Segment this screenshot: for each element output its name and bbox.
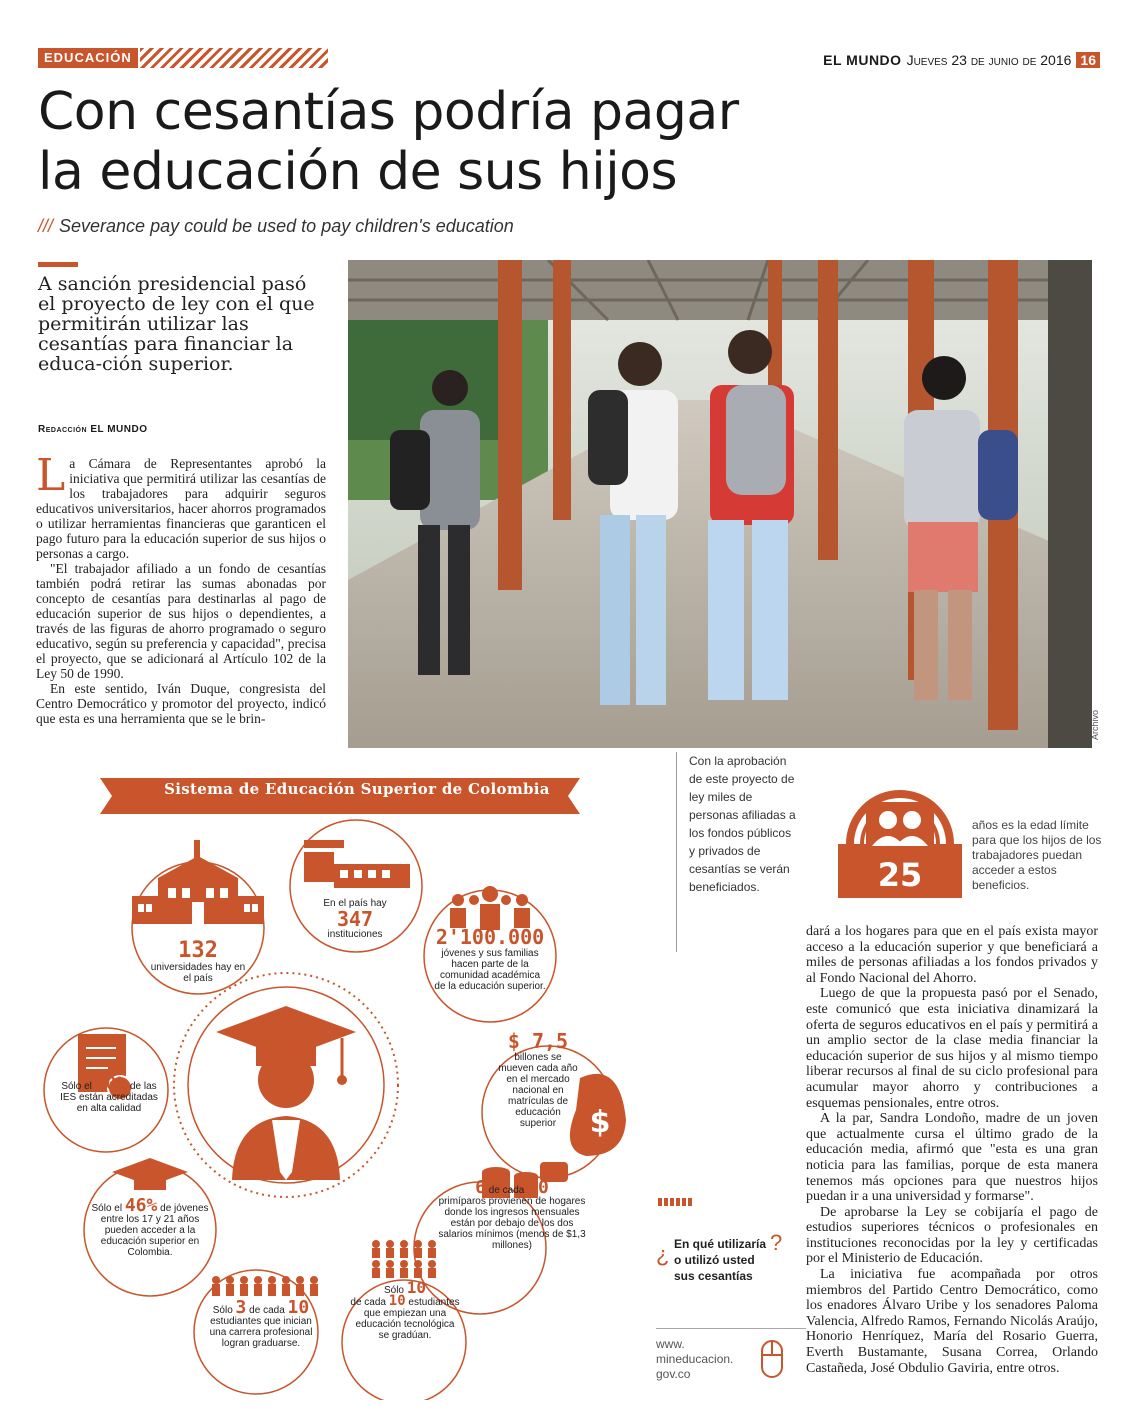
stat-graduation-text: estudiantes que inician una carrera profesional logran graduarse.: [209, 1316, 313, 1349]
question-open-mark: ¿: [656, 1242, 670, 1267]
section-tag: [38, 48, 328, 68]
stat-tech-number-a: 10: [406, 1278, 427, 1297]
infographic: [20, 760, 660, 1400]
body-paragraph: La iniciativa fue acompañada por otros miembros del Partido Centro Democrático, como los enadores Álvaro Uribe y los senadores Paloma Valencia, Alfredo Ramos, Fernando Nicolás Araújo, Honorio Henríquez, María del Rosario Guerra, Everth Bustamante, Susana Correa, Orlando Castañeda, José Obdulio Gaviria, entre otros.: [806, 1267, 1098, 1376]
age-limit-text: años es la edad límite para que los hijos de los trabajadores puedan acceder a estos beneficios.: [972, 818, 1102, 892]
stat-institutions-number: 347: [336, 907, 374, 931]
stat-tech-number-b: 10: [388, 1293, 406, 1309]
masthead: [823, 52, 1100, 68]
question-box: [650, 1190, 800, 1310]
byline: Redacción EL MUNDO: [38, 424, 148, 435]
stat-market-text: billones se mueven cada año en el mercado nacional en matrículas de educación superior: [498, 1052, 578, 1129]
body-paragraph: La Cámara de Representantes aprobó la iniciativa que permitirá utilizar las cesantías de los trabajadores para adquirir seguros educativos universitarios, hacer ahorros programados o utilizar herramientas financieras que garanticen el pago futuro para la educación superior de sus hijos o personas a cargo.: [36, 456, 326, 561]
body-paragraph: De aprobarse la Ley se cobijaría el pago de estudios superiores técnicos o profesionales en instituciones reconocidas por la ley y certificadas por el Ministerio de Educación.: [806, 1204, 1098, 1267]
headline-line-1: Con cesantías podría pagar: [38, 82, 739, 142]
age-number: 25: [877, 856, 923, 894]
drop-cap: L: [36, 456, 66, 501]
body-paragraph: A la par, Sandra Londoño, madre de un joven que actualmente cursa el último grado de la educación media, afirmó que "esta es una gran noticia para las familias, porque de esta manera tenemos más opciones para que nuestros hijos puedan ir a una universidad y formarse".: [806, 1111, 1098, 1205]
infographic-title: Sistema de Educación Superior de Colombia: [164, 780, 550, 798]
stat-quality-post: de las: [129, 1081, 157, 1092]
stat-tech-pre: Sólo: [383, 1285, 404, 1296]
headline: [38, 82, 838, 202]
stat-access-number: 46%: [124, 1195, 158, 1216]
stat-low-income-text: primíparos provienen de hogares donde los ingresos mensuales están por debajo de los dos salarios mínimos (menos de $1,3 millones): [438, 1196, 586, 1251]
stat-graduation: [206, 1297, 316, 1349]
stat-graduation-number-a: 3: [235, 1297, 247, 1318]
body-paragraph: "El trabajador afiliado a un fondo de cesantías también podrá retirar las sumas abonadas por concepto de cesantías para destinarlas al pago de educación superior de sus hijos o dependientes, a través de las figuras de ahorro programado o seguro educativo, según su preferencia y capacidad", precisa el proyecto, que se adicionará al Artículo 102 de la Ley 50 de 1990.: [36, 561, 326, 681]
body-paragraph: Luego de que la propuesta pasó por el Senado, este comunicó que esta iniciativa dinamizará la oferta de seguros educativos en el país y permitirá a un amplio sector de la clase media financiar la educación superior de sus hijos y al mismo tiempo liberar recursos al final de su ciclo profesional para acumular mayor ahorro y contribuciones a esquemas pensionales, entre otros.: [806, 986, 1098, 1111]
students-hallway-illustration: [348, 260, 1092, 748]
stat-institutions: [310, 898, 400, 940]
stat-access-pre: Sólo el: [91, 1203, 123, 1214]
stat-quality-text: IES están acreditadas en alta calidad: [60, 1092, 158, 1114]
stat-quality-number: 10%: [94, 1073, 128, 1094]
lead-paragraph: A sanción presidencial pasó el proyecto de ley con el que permitirán utilizar las cesantías para financiar la educa-ción superior.: [38, 273, 315, 375]
question-text: En qué utilizaría o utilizó usted sus cesantías: [674, 1237, 767, 1283]
stat-tech-text: que empiezan una educación tecnológica se gradúan.: [355, 1308, 455, 1341]
stat-graduation-mid: de cada: [249, 1305, 285, 1316]
stat-institutions-pre: En el país hay: [323, 898, 387, 909]
svg-text:$: $: [589, 1105, 611, 1140]
stat-students: [434, 926, 546, 992]
stat-universities-text: universidades hay en el país: [150, 962, 246, 984]
lead-accent-bar: [38, 262, 78, 267]
stat-institutions-text: instituciones: [327, 929, 383, 940]
website-line-2: mineducacion.: [656, 1352, 734, 1366]
website-line-1: www.: [656, 1337, 685, 1351]
stat-universities: [148, 940, 248, 984]
stat-market: [498, 1030, 578, 1129]
body-paragraph: dará a los hogares para que en el país exista mayor acceso a la educación superior y que beneficiará a miles de personas afiliadas a los fondos privados y al Fondo Nacional del Ahorro.: [806, 924, 1098, 986]
stat-market-number: $ 7,5: [507, 1029, 569, 1053]
stat-low-income-mid: de cada: [488, 1185, 525, 1196]
website-line-3: gov.co: [656, 1367, 691, 1381]
stat-quality-pre: Sólo el: [61, 1081, 92, 1092]
issue-date: Jueves 23 de junio de 2016: [906, 52, 1072, 68]
stat-students-text: jóvenes y sus familias hacen parte de la comunidad académica de la educación superior.: [434, 948, 546, 992]
subhead-slashes: ///: [38, 216, 54, 236]
stat-tech-post: estudiantes: [408, 1297, 460, 1308]
stat-graduation-number-b: 10: [287, 1297, 310, 1318]
website-reference: [656, 1328, 806, 1398]
stat-low-income: [432, 1177, 592, 1251]
section-stripes: [140, 48, 328, 68]
stat-low-income-number-b: 10: [527, 1177, 549, 1198]
section-label: EDUCACIÓN: [38, 48, 138, 68]
stat-low-income-number-a: 6: [475, 1177, 486, 1198]
stat-universities-number: 132: [178, 938, 218, 963]
article-photo: [348, 260, 1092, 748]
mouse-icon: [760, 1337, 784, 1381]
stat-tech-mid: de cada: [350, 1297, 386, 1308]
headline-line-2: la educación de sus hijos: [38, 142, 678, 202]
question-close-mark: ?: [770, 1230, 783, 1255]
stat-tech: [350, 1278, 460, 1341]
stat-quality: [54, 1073, 164, 1114]
page-number: 16: [1076, 52, 1100, 68]
stat-students-number: 2'100.000: [435, 925, 545, 949]
body-column-right: [806, 924, 1098, 1399]
age-limit-badge: [836, 780, 964, 898]
stat-access-post: de jóvenes: [160, 1203, 209, 1214]
body-paragraph: En este sentido, Iván Duque, congresista del Centro Democrático y promotor del proyecto, indicó que esta es una herramienta que se le brin-: [36, 681, 326, 726]
question-accent-bar: [658, 1198, 692, 1206]
paper-name: EL MUNDO: [823, 52, 902, 68]
photo-caption: Con la aprobación de este proyecto de ley miles de personas afiliadas a los fondos públicos y privados de cesantías se verán beneficiados.: [676, 752, 796, 952]
stat-access-text: entre los 17 y 21 años pueden acceder a la educación superior en Colombia.: [100, 1214, 200, 1258]
subhead: [38, 216, 514, 237]
body-column-left: [36, 456, 326, 741]
stat-access: [86, 1195, 214, 1258]
photo-credit: Archivo: [1090, 710, 1100, 741]
subhead-text: Severance pay could be used to pay children's education: [59, 216, 514, 236]
stat-graduation-pre: Sólo: [212, 1305, 233, 1316]
